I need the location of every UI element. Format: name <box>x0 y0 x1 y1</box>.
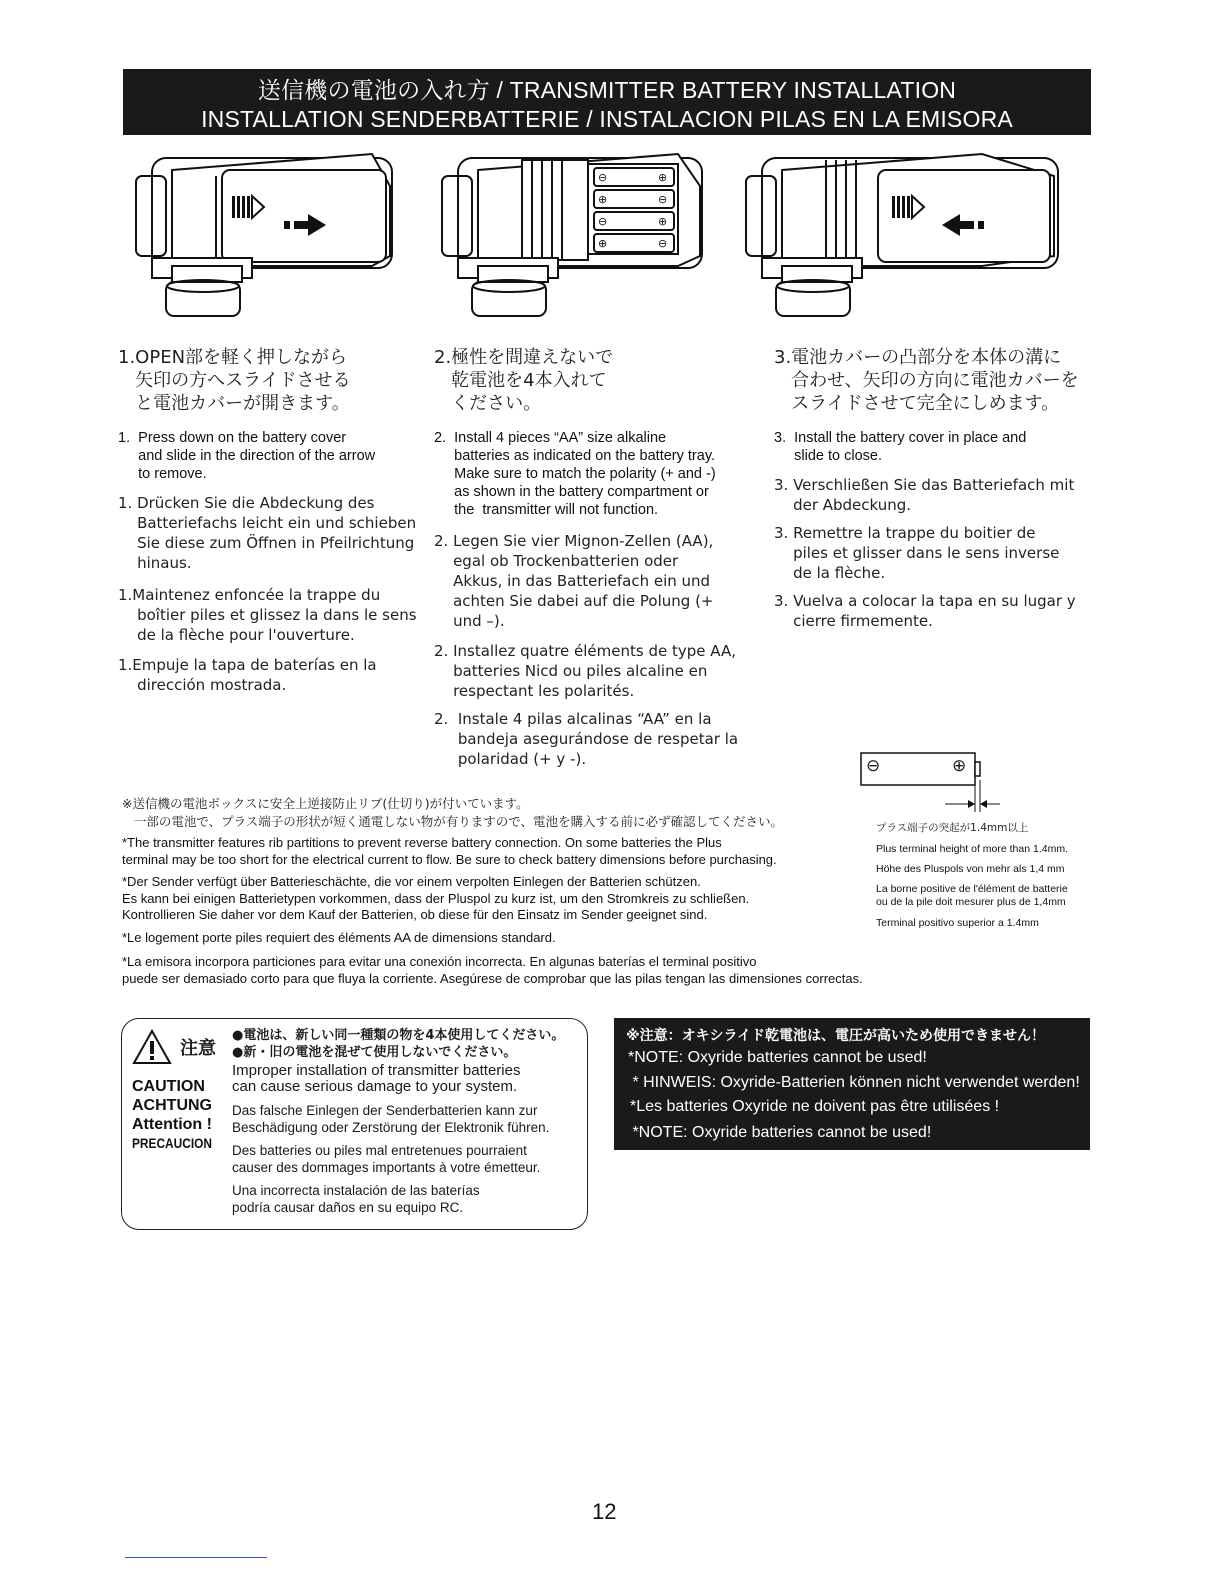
illustration-step3 <box>742 146 1064 321</box>
note-es: *La emisora incorpora particiones para evitar una conexión incorrecta. En algunas baterías el terminal positivo puede ser demasiado corto para que fluya la corriente. Asegúrese de comprobar que las pilas tengan las dimensiones correctas. <box>122 954 863 986</box>
svg-text:⊕: ⊕ <box>658 215 668 228</box>
step1-column <box>118 346 428 695</box>
svg-text:⊖: ⊖ <box>598 171 608 184</box>
caution-es: Una incorrecta instalación de las baterías podría causar daños en su equipo RC. <box>232 1183 480 1215</box>
step3-jp: 3.電池カバーの凸部分を本体の溝に 合わせ、矢印の方向に電池カバーを スライドさせて完全にしめます。 <box>774 347 1079 414</box>
note-de: *Der Sender verfügt über Batterieschächte, die vor einem verpolten Einlegen der Batterien schützen. Es kann bei einigen Batterietypen vorkommen, dass der Pluspol zu kurz ist, um den Stromkreis zu schließen. Kontrollieren Sie daher vor dem Kauf der Batterien, ob diese für den Einsatz im Sender geeignet sind. <box>122 874 750 922</box>
step3-en: 3. Install the battery cover in place and slide to close. <box>774 430 1027 464</box>
header-title-line1: 送信機の電池の入れ方 / TRANSMITTER BATTERY INSTALLATION <box>257 77 957 103</box>
oxyride-de: * HINWEIS: Oxyride-Batterien können nicht verwendet werden! <box>628 1074 1080 1091</box>
step3-fr: 3. Remettre la trappe du boitier de piles et glisser dans le sens inverse de la flèche. <box>774 524 1060 582</box>
oxyride-fr: *Les batteries Oxyride ne doivent pas être utilisées ! <box>630 1098 1000 1115</box>
svg-text:⊕: ⊕ <box>658 171 668 184</box>
step2-fr: 2. Installez quatre éléments de type AA, batteries Nicd ou piles alcaline en respectant les polarités. <box>434 642 736 700</box>
minus-terminal-symbol: ⊖ <box>866 756 881 776</box>
note-en: *The transmitter features rib partitions to prevent reverse battery connection. On some batteries the Plus terminal may be too short for the electrical current to flow. Be sure to check battery dimensions before purchasing. <box>122 835 777 867</box>
step3-es: 3. Vuelva a colocar la tapa en su lugar y cierre firmemente. <box>774 592 1076 630</box>
warning-triangle-icon <box>132 1029 172 1065</box>
oxyride-warning-box <box>614 1018 1090 1150</box>
caution-fr: Des batteries ou piles mal entretenues pourraient causer des dommages importants à votre émetteur. <box>232 1143 541 1175</box>
header-title-line2: INSTALLATION SENDERBATTERIE / INSTALACION PILAS EN LA EMISORA <box>201 106 1013 132</box>
note-jp: ※送信機の電池ボックスに安全上逆接防止リブ(仕切り)が付いています。 一部の電池で、プラス端子の形状が短く通電しない物が有りますので、電池を購入する前に必ず確認してください。 <box>122 796 784 829</box>
caution-jp-line1: ●電池は、新しい同一種類の物を4本使用してください。 <box>232 1028 565 1043</box>
step2-es: 2. Instale 4 pilas alcalinas “AA” en la bandeja asegurándose de respetar la polaridad (+ y -). <box>434 710 739 768</box>
note-fr: *Le logement porte piles requiert des éléments AA de dimensions standard. <box>122 929 556 945</box>
step1-fr: 1.Maintenez enfoncée la trappe du boîtier piles et glissez la dans le sens de la flèche pour l'ouverture. <box>118 586 417 644</box>
step2-en: 2. Install 4 pieces “AA” size alkaline batteries as indicated on the battery tray. Make sure to match the polarity (+ and -) as shown in the battery compartment or the transmitter will not function. <box>434 430 716 518</box>
terminal-en: Plus terminal height of more than 1.4mm. <box>876 843 1069 855</box>
caution-jp-line2: ●新・旧の電池を混ぜて使用しないでください。 <box>232 1045 517 1060</box>
svg-text:⊖: ⊖ <box>658 193 668 206</box>
svg-text:⊕: ⊕ <box>598 193 608 206</box>
oxyride-en: *NOTE: Oxyride batteries cannot be used! <box>628 1049 927 1066</box>
caution-text <box>232 1027 582 1216</box>
caution-jp-label: 注意 <box>180 1038 216 1059</box>
caution-en: Improper installation of transmitter batteries can cause serious damage to your system. <box>232 1062 521 1095</box>
step1-en: 1. Press down on the battery cover and slide in the direction of the arrow to remove. <box>118 430 376 482</box>
step1-es: 1.Empuje la tapa de baterías en la dirección mostrada. <box>118 656 377 694</box>
section-header <box>123 69 1091 135</box>
step3-de: 3. Verschließen Sie das Batteriefach mit der Abdeckung. <box>774 476 1075 514</box>
caution-box <box>121 1018 588 1230</box>
step2-column <box>434 346 764 769</box>
caution-label-en: CAUTION <box>132 1078 205 1095</box>
step1-de: 1. Drücken Sie die Abdeckung des Batteriefachs leicht ein und schieben Sie diese zum Öffnen in Pfeilrichtung hinaus. <box>118 494 417 572</box>
notes-block <box>122 795 862 987</box>
illustration-step2 <box>438 146 706 321</box>
terminal-jp: プラス端子の突起が1.4mm以上 <box>876 822 1029 834</box>
svg-text:⊖: ⊖ <box>658 237 668 250</box>
terminal-es: Terminal positivo superior a 1.4mm <box>876 917 1039 929</box>
page-number: 12 <box>592 1499 617 1524</box>
terminal-fr: La borne positive de l'élément de batterie ou de la pile doit mesurer plus de 1,4mm <box>876 883 1068 908</box>
battery-terminal-diagram <box>860 752 1000 812</box>
plus-terminal-symbol: ⊕ <box>952 756 967 776</box>
step3-column <box>774 346 1094 631</box>
oxyride-jp: ※注意：オキシライド乾電池は、電圧が高いため使用できません！ <box>626 1028 1046 1044</box>
caution-labels <box>132 1025 232 1153</box>
svg-text:⊕: ⊕ <box>598 237 608 250</box>
footer-divider <box>125 1557 267 1558</box>
caution-label-de: ACHTUNG <box>132 1097 212 1114</box>
step2-de: 2. Legen Sie vier Mignon-Zellen (AA), egal ob Trockenbatterien oder Akkus, in das Batteriefach ein und achten Sie dabei auf die Polung (+ und –). <box>434 532 714 630</box>
step1-jp: 1.OPEN部を軽く押しながら 矢印の方へスライドさせる と電池カバーが開きます。 <box>118 347 351 414</box>
caution-label-es: PRECAUCION <box>132 1135 213 1151</box>
caution-de: Das falsche Einlegen der Senderbatterien kann zur Beschädigung oder Zerstörung der Elektronik führen. <box>232 1103 550 1135</box>
oxyride-es: *NOTE: Oxyride batteries cannot be used! <box>628 1124 932 1141</box>
illustration-step1 <box>132 146 396 321</box>
step2-jp: 2.極性を間違えないで 乾電池を4本入れて ください。 <box>434 347 614 414</box>
terminal-de: Höhe des Pluspols von mehr als 1,4 mm <box>876 863 1065 875</box>
svg-text:⊖: ⊖ <box>598 215 608 228</box>
terminal-notes <box>876 822 1086 930</box>
caution-label-fr: Attention ! <box>132 1116 212 1133</box>
